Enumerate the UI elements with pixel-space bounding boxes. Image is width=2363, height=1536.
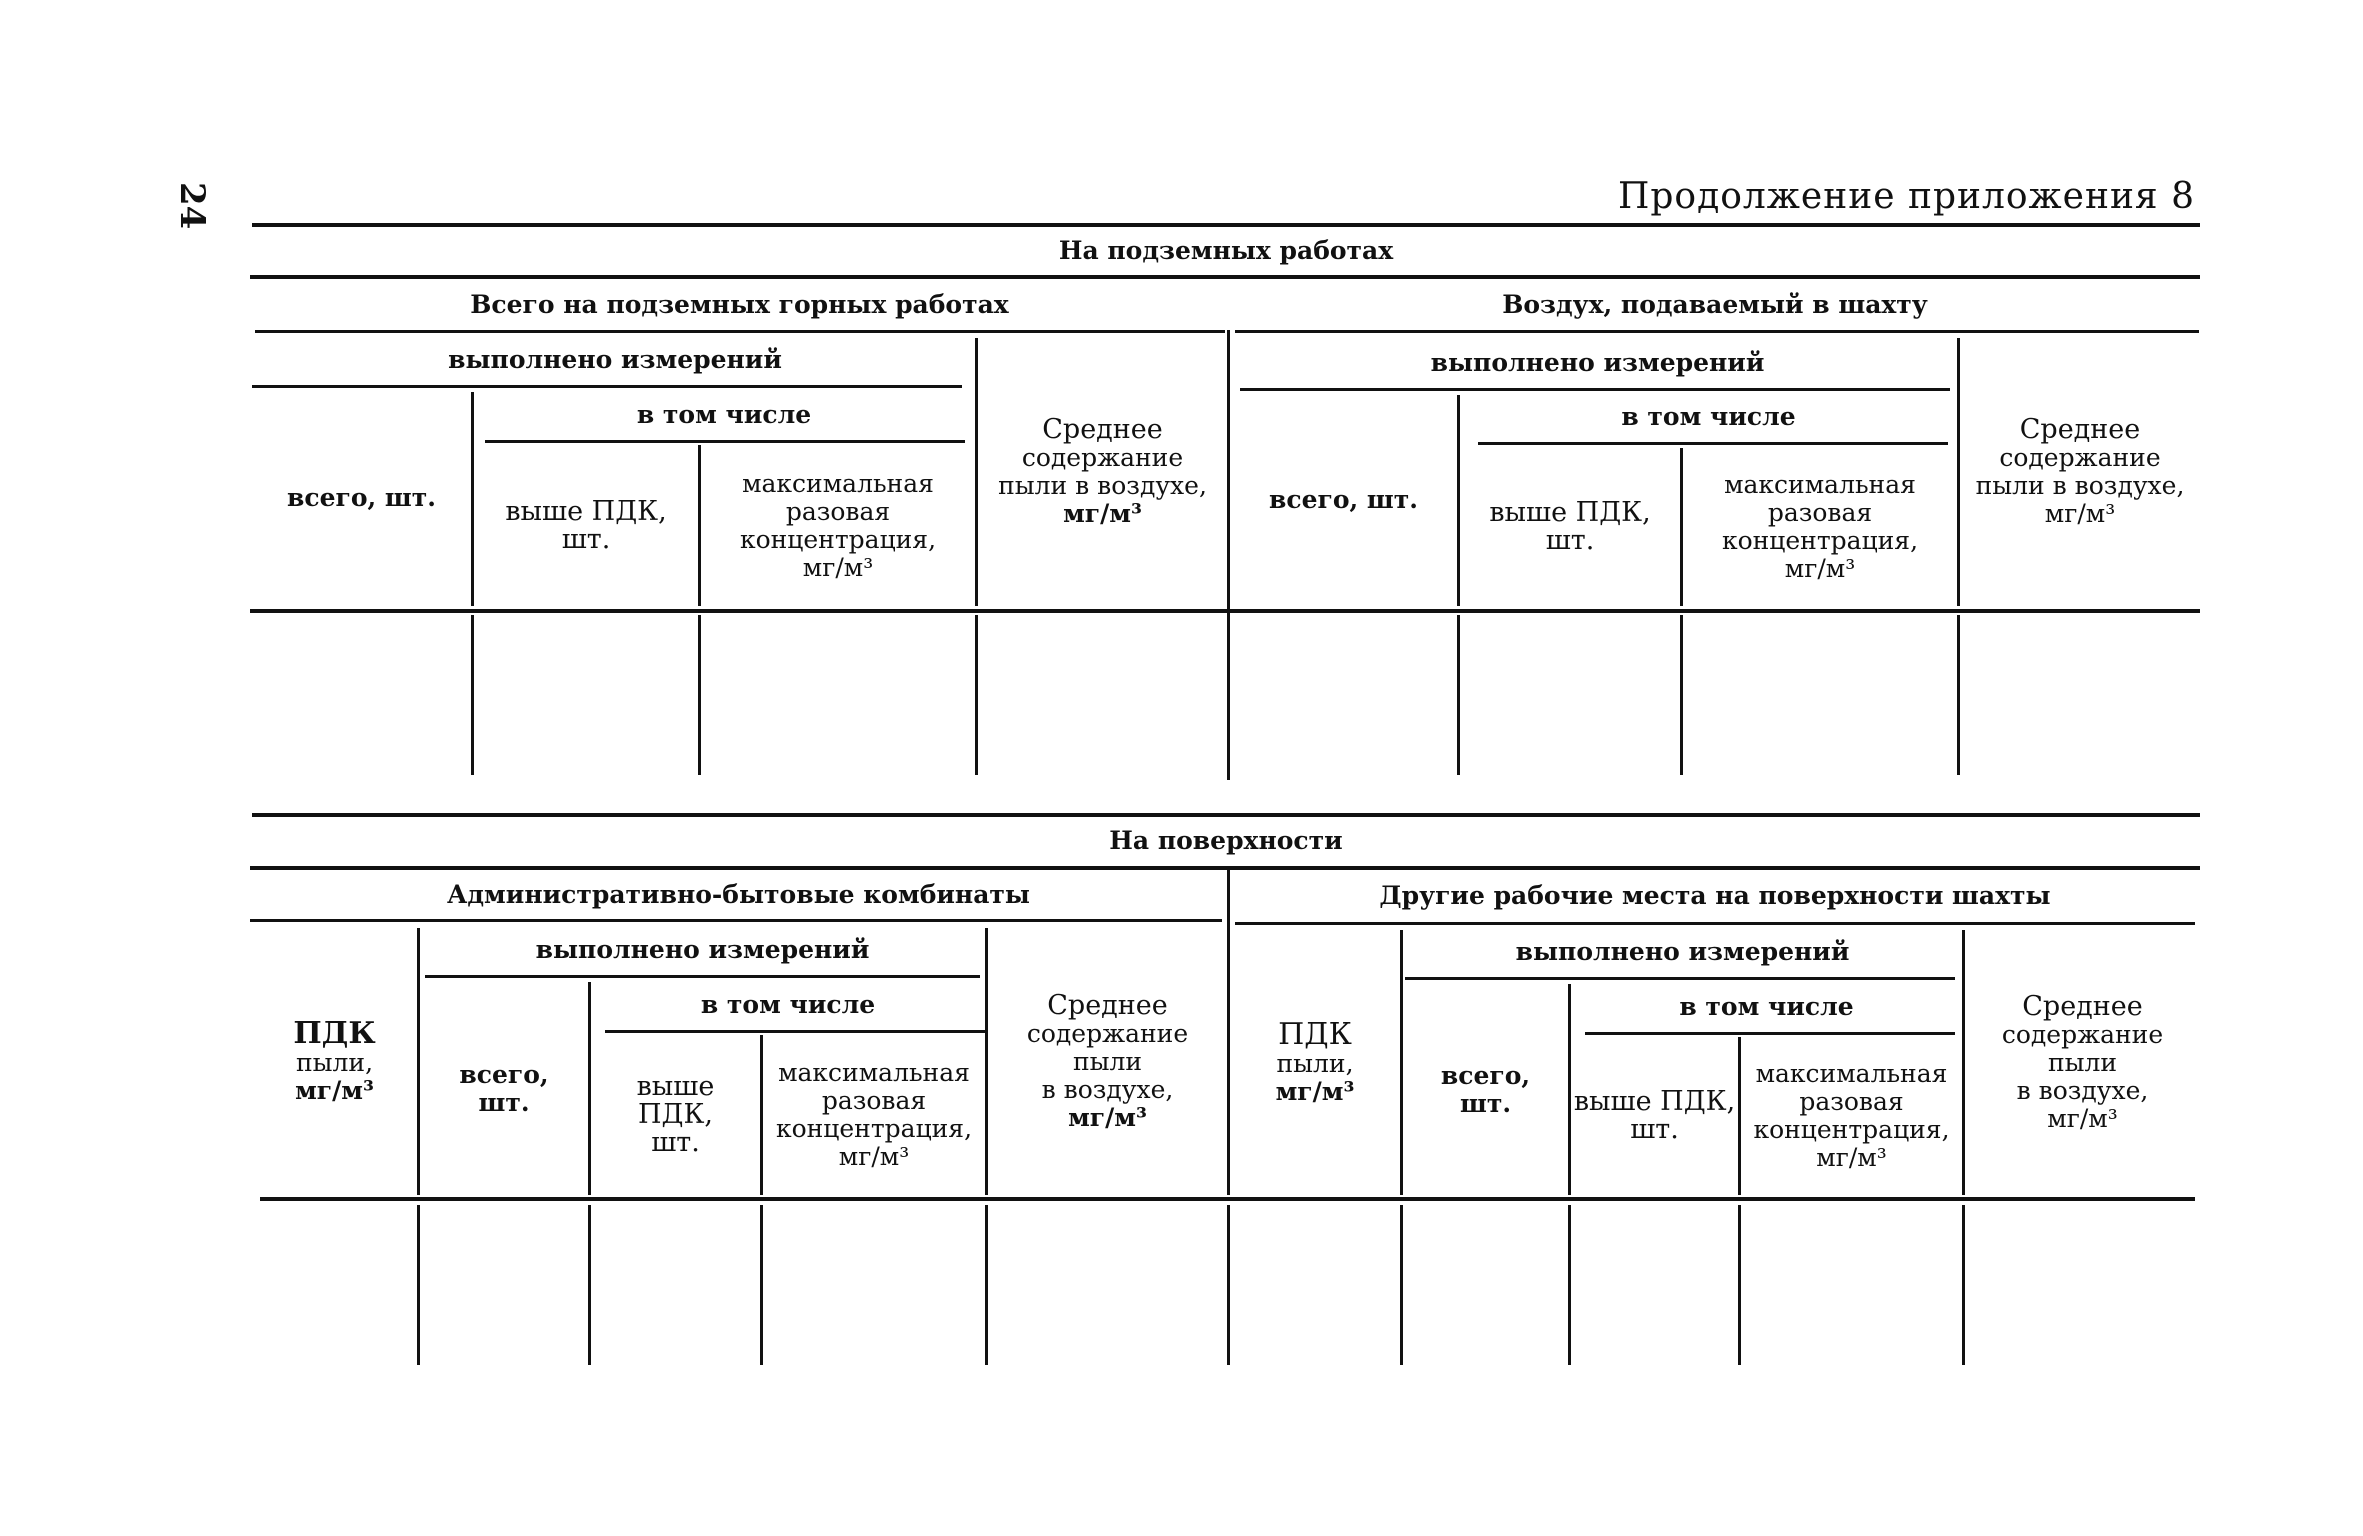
rule <box>1568 1205 1571 1365</box>
rule <box>1235 330 2199 333</box>
group-title-admin-buildings: Административно-бытовые комбинаты <box>447 879 1030 909</box>
rule <box>1962 1205 1965 1365</box>
rule <box>1400 1205 1403 1365</box>
total-count-header: всего, шт. <box>1269 484 1418 514</box>
including-header: в том числе <box>700 990 876 1019</box>
rule <box>1585 1032 1955 1035</box>
rule <box>1227 1205 1230 1365</box>
above-pdk-header: выше ПДК, шт. <box>1573 1086 1736 1145</box>
rule <box>471 615 474 775</box>
max-concentration-header: максимальная разовая концентрация, мг/м³ <box>1753 1059 1950 1172</box>
average-dust-header: Среднее содержание пыли в воздухе, мг/м³ <box>998 414 1207 528</box>
rule <box>975 615 978 775</box>
rule <box>250 609 2200 613</box>
rule <box>1680 615 1683 775</box>
rule <box>425 975 980 978</box>
rule <box>250 275 2200 279</box>
rule <box>1478 442 1948 445</box>
average-dust-header: Среднее содержание пыли в воздухе, мг/м³ <box>2001 990 2164 1133</box>
above-pdk-header: выше ПДК, шт. <box>636 1071 715 1158</box>
above-pdk-header: выше ПДК, шт. <box>1489 497 1651 556</box>
including-header: в том числе <box>1621 402 1796 431</box>
rule <box>485 440 965 443</box>
max-concentration-header: максимальная разовая концентрация, мг/м³ <box>775 1058 973 1171</box>
rule <box>417 1205 420 1365</box>
including-header: в том числе <box>636 400 812 429</box>
total-count-header: всего, шт. <box>459 1059 549 1117</box>
section-title-surface: На поверхности <box>1109 826 1343 855</box>
max-concentration-header: максимальная разовая концентрация, мг/м³ <box>739 468 937 582</box>
rule <box>1457 615 1460 775</box>
rule <box>250 919 1222 922</box>
including-header: в том числе <box>1679 992 1854 1021</box>
max-concentration-header: максимальная разовая концентрация, мг/м³ <box>1721 470 1919 583</box>
average-dust-header: Среднее содержание пыли в воздухе, мг/м³ <box>1026 989 1189 1132</box>
measurements-header: выполнено измерений <box>535 935 870 964</box>
rule <box>250 866 2200 870</box>
continuation-heading: Продолжение приложения 8 <box>1617 176 2195 217</box>
pdk-dust-header: ПДК пыли, мг/м³ <box>293 1015 376 1105</box>
rule <box>252 813 2200 817</box>
page-number: 24 <box>172 182 212 230</box>
measurements-header: выполнено измерений <box>1430 348 1765 377</box>
rule <box>260 1197 2195 1201</box>
measurements-header: выполнено измерений <box>448 345 782 374</box>
rule <box>605 1030 985 1033</box>
above-pdk-header: выше ПДК, шт. <box>505 495 667 555</box>
measurements-header: выполнено измерений <box>1515 937 1850 966</box>
rule <box>1957 615 1960 775</box>
rule <box>985 1205 988 1365</box>
rule <box>1235 922 2195 925</box>
rule <box>588 1205 591 1365</box>
rule <box>1240 388 1950 391</box>
group-title-total-underground: Всего на подземных горных работах <box>470 290 1009 319</box>
total-count-header: всего, шт. <box>1440 1060 1531 1118</box>
rule <box>1405 977 1955 980</box>
pdk-dust-header: ПДК пыли, мг/м³ <box>1275 1016 1355 1106</box>
total-count-header: всего, шт. <box>287 483 436 512</box>
rule <box>698 615 701 775</box>
average-dust-header: Среднее содержание пыли в воздухе, мг/м³ <box>1975 414 2185 528</box>
rule <box>1738 1205 1741 1365</box>
rule <box>252 385 962 388</box>
rule <box>760 1205 763 1365</box>
rule <box>255 330 1225 333</box>
group-title-other-surface-workplaces: Другие рабочие места на поверхности шахты <box>1379 881 2051 910</box>
section-title-underground: На подземных работах <box>1058 236 1394 265</box>
rule <box>252 223 2200 227</box>
group-title-air-supply: Воздух, подаваемый в шахту <box>1502 290 1928 319</box>
